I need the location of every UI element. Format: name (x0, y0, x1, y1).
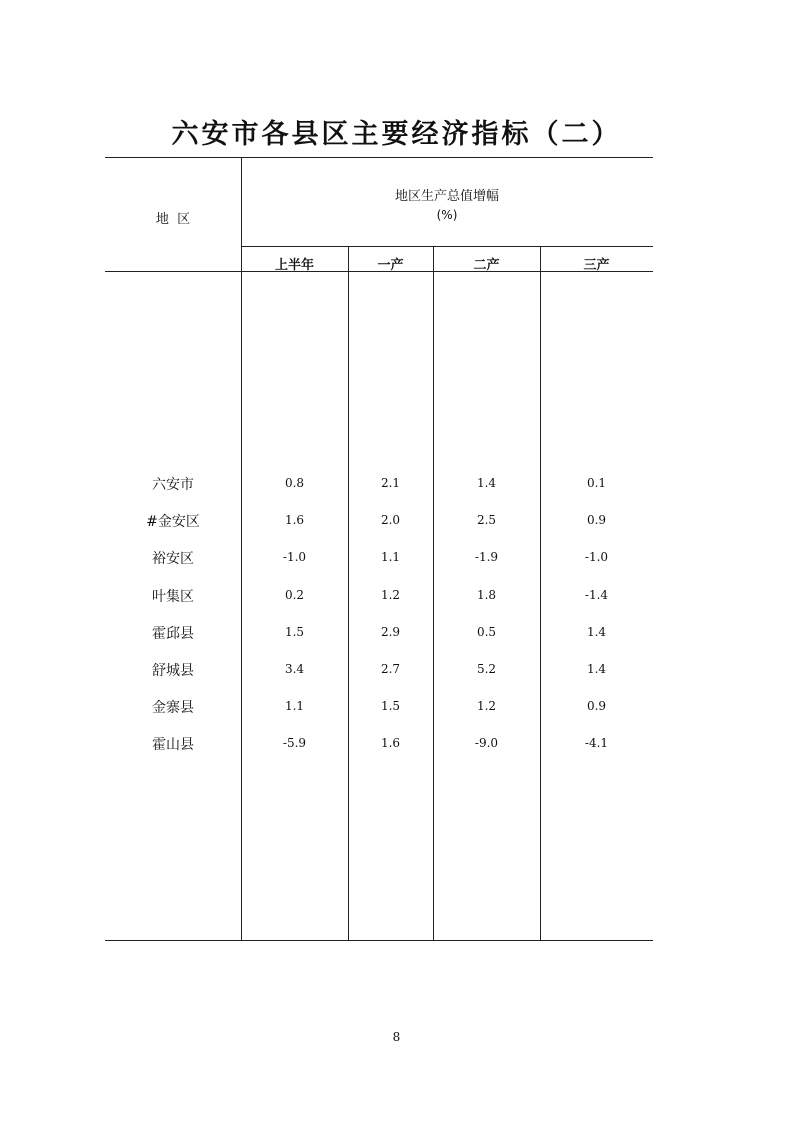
h1-value: 0.2 (284, 588, 305, 602)
region-name: 六安市 (152, 477, 194, 493)
secondary-value: 2.5 (476, 513, 497, 527)
region-name: #金安区 (146, 514, 200, 530)
group-header-rule (241, 246, 653, 247)
tertiary-value: -1.4 (584, 588, 609, 602)
tertiary-value: 1.4 (586, 625, 607, 639)
column-header-h1: 上半年 (274, 258, 314, 273)
region-name: 金寨县 (152, 700, 194, 716)
page-number: 8 (392, 1030, 401, 1044)
primary-value: 2.9 (380, 625, 401, 639)
h1-value: 3.4 (284, 662, 305, 676)
region-name: 裕安区 (152, 551, 194, 567)
h1-value: -1.0 (282, 550, 307, 564)
tertiary-value: 0.9 (586, 513, 607, 527)
region-column-divider (241, 157, 242, 940)
page-title: 六安市各县区主要经济指标（二） (171, 119, 622, 150)
region-name: 霍山县 (152, 737, 194, 753)
tertiary-value: -1.0 (584, 550, 609, 564)
primary-value: 1.1 (380, 550, 401, 564)
secondary-value: 0.5 (476, 625, 497, 639)
tertiary-value: 0.1 (586, 476, 607, 490)
primary-value: 1.6 (380, 736, 401, 750)
column-header-primary: 一产 (377, 258, 404, 273)
secondary-value: -9.0 (474, 736, 499, 750)
primary-value: 2.1 (380, 476, 401, 490)
h1-value: 0.8 (284, 476, 305, 490)
group-header: 地区生产总值增幅 (394, 189, 499, 204)
primary-value: 1.2 (380, 588, 401, 602)
secondary-value: 1.4 (476, 476, 497, 490)
column-header-secondary: 二产 (473, 258, 500, 273)
secondary-value: -1.9 (474, 550, 499, 564)
table-top-rule (105, 157, 653, 158)
region-header: 地 区 (155, 212, 191, 227)
region-name: 舒城县 (152, 663, 194, 679)
region-name: 霍邱县 (152, 626, 194, 642)
h1-value: 1.6 (284, 513, 305, 527)
primary-value: 2.0 (380, 513, 401, 527)
primary-value: 2.7 (380, 662, 401, 676)
h1-value: -5.9 (282, 736, 307, 750)
column-header-tertiary: 三产 (583, 258, 610, 273)
tertiary-value: 0.9 (586, 699, 607, 713)
tertiary-value: 1.4 (586, 662, 607, 676)
tertiary-value: -4.1 (584, 736, 609, 750)
h1-value: 1.5 (284, 625, 305, 639)
secondary-value: 5.2 (476, 662, 497, 676)
h1-value: 1.1 (284, 699, 305, 713)
secondary-value: 1.8 (476, 588, 497, 602)
secondary-value: 1.2 (476, 699, 497, 713)
primary-value: 1.5 (380, 699, 401, 713)
table-bottom-rule (105, 940, 653, 941)
region-name: 叶集区 (152, 589, 194, 605)
unit-label: (%) (436, 208, 458, 222)
